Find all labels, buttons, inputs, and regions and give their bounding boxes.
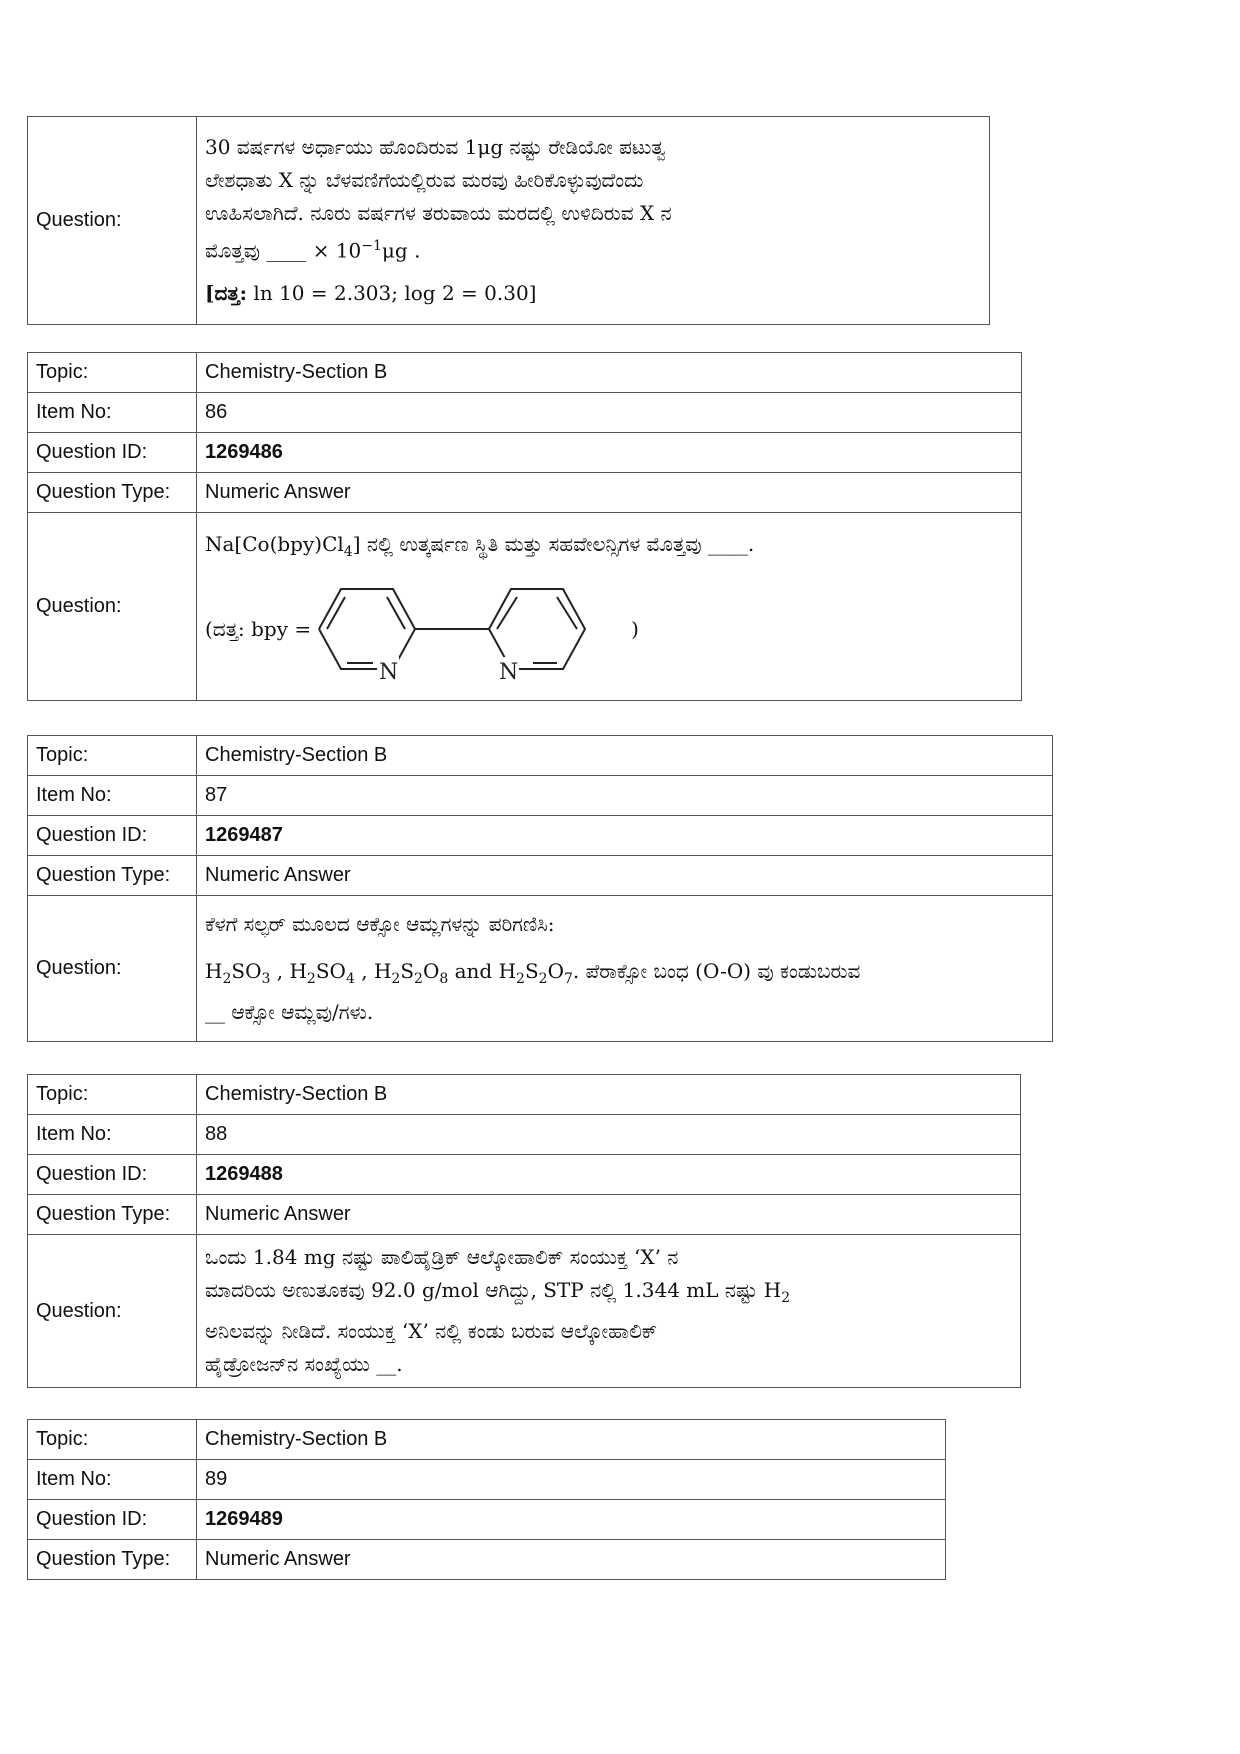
question-text (197, 1235, 1021, 1388)
q88-line3: ಅನಿಲವನ್ನು ನೀಡಿದೆ. ಸಂಯುಕ್ತ ‘X’ ನಲ್ಲಿ ಕಂಡು ಬರುವ ಆಲ್ಕೋಹಾಲಿಕ್ (205, 1319, 658, 1343)
question-label: Question: (28, 1235, 197, 1388)
item-no-value: 89 (197, 1460, 946, 1500)
question-id-value: 1269489 (197, 1500, 946, 1540)
item-no-label: Item No: (28, 393, 197, 433)
bipyridine-structure-diagram (311, 573, 631, 685)
question-block-89 (27, 1419, 946, 1580)
q86-formula: $Na[Co(bpy)Cl_4]$ ನಲ್ಲಿ ಉತ್ಕರ್ಷಣ ಸ್ಥಿತಿ ಮತ್ತು ಸಹವೇಲನ್ಸಿಗಳ ಮೊತ್ತವು ____. (205, 532, 755, 560)
question-id-label: Question ID: (28, 1155, 197, 1195)
q85-line1: 30 ವರ್ಷಗಳ ಅರ್ಧಾಯು ಹೊಂದಿರುವ 1μg ನಷ್ಟು ರೇಡಿಯೋ ಪಟುತ್ವ (205, 134, 666, 159)
topic-value: Chemistry-Section B (197, 1420, 946, 1460)
question-block-86 (27, 352, 1022, 701)
question-block-88 (27, 1074, 1021, 1388)
topic-label: Topic: (28, 1075, 197, 1115)
bpy-given-open: (ದತ್ತ: bpy = (205, 616, 312, 641)
question-text (197, 513, 1022, 701)
question-type-label: Question Type: (28, 1540, 197, 1580)
q85-given: [ದತ್ತ: ln 10 = 2.303; log 2 = 0.30] (205, 281, 537, 306)
q88-line2: ಮಾದರಿಯ ಅಣುತೂಕವು 92.0 g/mol ಆಗಿದ್ದು, STP ನಲ್ಲಿ 1.344 mL ನಷ್ಟು $H_2$ (205, 1278, 791, 1306)
question-id-value: 1269488 (197, 1155, 1021, 1195)
q87-line2: $H_2SO_3$ , $H_2SO_4$ , $H_2S_2O_8$ and $H_2S_2O_7$. ಪೆರಾಕ್ಸೋ ಬಂಧ (O-O) ವು ಕಂಡುಬರುವ (205, 959, 861, 987)
q88-line1: ಒಂದು 1.84 mg ನಷ್ಟು ಪಾಲಿಹೈಡ್ರಿಕ್ ಆಲ್ಕೋಹಾಲಿಕ್ ಸಂಯುಕ್ತ ‘X’ ನ (205, 1245, 679, 1269)
question-block-87 (27, 735, 1053, 1042)
question-label: Question: (28, 513, 197, 701)
question-label: Question: (28, 117, 197, 325)
topic-value: Chemistry-Section B (197, 353, 1022, 393)
bpy-atom-n-left: N (379, 660, 399, 685)
question-type-value: Numeric Answer (197, 1540, 946, 1580)
topic-value: Chemistry-Section B (197, 736, 1053, 776)
question-id-value: 1269487 (197, 816, 1053, 856)
item-no-value: 86 (197, 393, 1022, 433)
q85-line4: ಮೊತ್ತವು ____ × $10^{-1}\mu g$ . (205, 237, 421, 263)
question-type-value: Numeric Answer (197, 473, 1022, 513)
q88-line4: ಹೈಡ್ರೋಜನ್‌ನ ಸಂಖ್ಯೆಯು __. (205, 1352, 403, 1376)
question-id-label: Question ID: (28, 1500, 197, 1540)
bpy-atom-n-right: N (499, 660, 519, 685)
item-no-value: 87 (197, 776, 1053, 816)
question-label: Question: (28, 896, 197, 1042)
question-text (197, 117, 990, 325)
topic-label: Topic: (28, 1420, 197, 1460)
question-id-label: Question ID: (28, 433, 197, 473)
q85-line3: ಊಹಿಸಲಾಗಿದೆ. ನೂರು ವರ್ಷಗಳ ತರುವಾಯ ಮರದಲ್ಲಿ ಉಳಿದಿರುವ X ನ (205, 200, 672, 225)
bpy-given-close: ) (631, 616, 639, 641)
topic-value: Chemistry-Section B (197, 1075, 1021, 1115)
item-no-label: Item No: (28, 776, 197, 816)
question-type-value: Numeric Answer (197, 856, 1053, 896)
question-type-label: Question Type: (28, 856, 197, 896)
question-id-value: 1269486 (197, 433, 1022, 473)
topic-label: Topic: (28, 353, 197, 393)
question-id-label: Question ID: (28, 816, 197, 856)
question-block-85 (27, 116, 990, 325)
item-no-value: 88 (197, 1115, 1021, 1155)
question-type-label: Question Type: (28, 473, 197, 513)
bpy-structure (205, 573, 1013, 685)
q87-line1: ಕೆಳಗೆ ಸಲ್ಫರ್ ಮೂಲದ ಆಕ್ಸೋ ಆಮ್ಲಗಳನ್ನು ಪರಿಗಣಿಸಿ: (205, 912, 555, 936)
item-no-label: Item No: (28, 1460, 197, 1500)
question-type-value: Numeric Answer (197, 1195, 1021, 1235)
question-text (197, 896, 1053, 1042)
item-no-label: Item No: (28, 1115, 197, 1155)
q85-line2: ಲೇಶಧಾತು X ನ್ನು ಬೆಳವಣಿಗೆಯಲ್ಲಿರುವ ಮರವು ಹೀರಿಕೊಳ್ಳುವುದೆಂದು (205, 167, 644, 192)
q87-line3: __ ಆಕ್ಸೋ ಆಮ್ಲವು/ಗಳು. (205, 1000, 374, 1024)
question-type-label: Question Type: (28, 1195, 197, 1235)
topic-label: Topic: (28, 736, 197, 776)
